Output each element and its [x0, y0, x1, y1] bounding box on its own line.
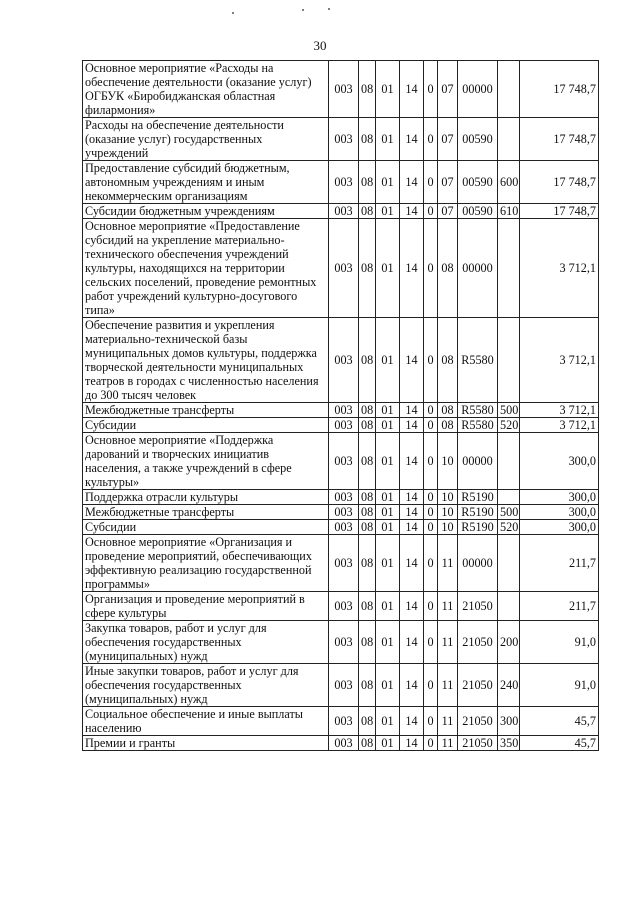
direction-code-cell: R5580	[458, 318, 498, 403]
amount-cell: 3 712,1	[520, 219, 599, 318]
direction-code-cell: R5580	[458, 403, 498, 418]
event-code-cell: 08	[438, 418, 458, 433]
subprogram-code-cell: 0	[424, 621, 438, 664]
section-code-cell: 08	[359, 535, 376, 592]
expense-type-cell	[498, 535, 520, 592]
amount-cell: 300,0	[520, 505, 599, 520]
program-code-cell: 14	[400, 118, 424, 161]
row-name-cell: Основное мероприятие «Поддержка дарований и творческих инициатив населения, а также учреждений в сфере культуры»	[83, 433, 329, 490]
table-row	[83, 318, 599, 403]
section-code-cell: 08	[359, 664, 376, 707]
event-code-cell: 11	[438, 664, 458, 707]
row-name-cell: Субсидии бюджетным учреждениям	[83, 204, 329, 219]
direction-code-cell: 00590	[458, 118, 498, 161]
direction-code-cell: R5190	[458, 490, 498, 505]
event-code-cell: 07	[438, 118, 458, 161]
program-code-cell: 14	[400, 403, 424, 418]
table-row	[83, 736, 599, 751]
expense-type-cell	[498, 118, 520, 161]
subprogram-code-cell: 0	[424, 318, 438, 403]
direction-code-cell: R5190	[458, 505, 498, 520]
subsection-code-cell: 01	[376, 664, 400, 707]
event-code-cell: 08	[438, 318, 458, 403]
event-code-cell: 10	[438, 490, 458, 505]
amount-cell: 91,0	[520, 664, 599, 707]
amount-cell: 17 748,7	[520, 204, 599, 219]
program-code-cell: 14	[400, 535, 424, 592]
expense-type-cell: 200	[498, 621, 520, 664]
row-name-cell: Обеспечение развития и укрепления материально-технической базы муниципальных домов культуры, поддержка творческой деятельности муниципальных театров в городах с численностью населения до 300 тысяч человек	[83, 318, 329, 403]
section-code-cell: 08	[359, 403, 376, 418]
program-code-cell: 14	[400, 61, 424, 118]
table-row	[83, 535, 599, 592]
row-name-cell: Основное мероприятие «Расходы на обеспечение деятельности (оказание услуг) ОГБУК «Биробиджанская областная филармония»	[83, 61, 329, 118]
event-code-cell: 10	[438, 433, 458, 490]
program-code-cell: 14	[400, 520, 424, 535]
ved-code-cell: 003	[329, 318, 359, 403]
expense-type-cell	[498, 433, 520, 490]
table-row	[83, 520, 599, 535]
program-code-cell: 14	[400, 736, 424, 751]
ved-code-cell: 003	[329, 592, 359, 621]
program-code-cell: 14	[400, 592, 424, 621]
row-name-cell: Межбюджетные трансферты	[83, 505, 329, 520]
table-row	[83, 433, 599, 490]
subprogram-code-cell: 0	[424, 204, 438, 219]
program-code-cell: 14	[400, 161, 424, 204]
amount-cell: 3 712,1	[520, 318, 599, 403]
row-name-cell: Субсидии	[83, 520, 329, 535]
amount-cell: 300,0	[520, 490, 599, 505]
row-name-cell: Предоставление субсидий бюджетным, автономным учреждениям и иным некоммерческим организациям	[83, 161, 329, 204]
program-code-cell: 14	[400, 219, 424, 318]
expense-type-cell: 350	[498, 736, 520, 751]
amount-cell: 45,7	[520, 736, 599, 751]
budget-table	[82, 60, 599, 751]
section-code-cell: 08	[359, 433, 376, 490]
table-row	[83, 664, 599, 707]
subprogram-code-cell: 0	[424, 592, 438, 621]
ved-code-cell: 003	[329, 505, 359, 520]
direction-code-cell: 00000	[458, 61, 498, 118]
expense-type-cell: 240	[498, 664, 520, 707]
table-row	[83, 204, 599, 219]
section-code-cell: 08	[359, 621, 376, 664]
table-row	[83, 118, 599, 161]
expense-type-cell	[498, 490, 520, 505]
amount-cell: 17 748,7	[520, 161, 599, 204]
amount-cell: 300,0	[520, 520, 599, 535]
table-row	[83, 61, 599, 118]
row-name-cell: Субсидии	[83, 418, 329, 433]
subsection-code-cell: 01	[376, 505, 400, 520]
subsection-code-cell: 01	[376, 418, 400, 433]
subprogram-code-cell: 0	[424, 664, 438, 707]
subprogram-code-cell: 0	[424, 118, 438, 161]
subprogram-code-cell: 0	[424, 535, 438, 592]
section-code-cell: 08	[359, 707, 376, 736]
amount-cell: 3 712,1	[520, 418, 599, 433]
event-code-cell: 08	[438, 403, 458, 418]
ved-code-cell: 003	[329, 204, 359, 219]
row-name-cell: Расходы на обеспечение деятельности (оказание услуг) государственных учреждений	[83, 118, 329, 161]
subsection-code-cell: 01	[376, 403, 400, 418]
scan-speck	[232, 12, 234, 14]
section-code-cell: 08	[359, 219, 376, 318]
expense-type-cell: 500	[498, 505, 520, 520]
amount-cell: 45,7	[520, 707, 599, 736]
ved-code-cell: 003	[329, 161, 359, 204]
table-row	[83, 161, 599, 204]
section-code-cell: 08	[359, 520, 376, 535]
direction-code-cell: 21050	[458, 736, 498, 751]
program-code-cell: 14	[400, 433, 424, 490]
subprogram-code-cell: 0	[424, 418, 438, 433]
amount-cell: 3 712,1	[520, 403, 599, 418]
subprogram-code-cell: 0	[424, 61, 438, 118]
event-code-cell: 10	[438, 520, 458, 535]
table-row	[83, 592, 599, 621]
direction-code-cell: 21050	[458, 664, 498, 707]
section-code-cell: 08	[359, 592, 376, 621]
ved-code-cell: 003	[329, 535, 359, 592]
subsection-code-cell: 01	[376, 490, 400, 505]
subprogram-code-cell: 0	[424, 219, 438, 318]
row-name-cell: Поддержка отрасли культуры	[83, 490, 329, 505]
direction-code-cell: 21050	[458, 592, 498, 621]
subsection-code-cell: 01	[376, 204, 400, 219]
subsection-code-cell: 01	[376, 161, 400, 204]
table-row	[83, 403, 599, 418]
table-row	[83, 621, 599, 664]
section-code-cell: 08	[359, 490, 376, 505]
table-row	[83, 505, 599, 520]
section-code-cell: 08	[359, 204, 376, 219]
row-name-cell: Основное мероприятие «Организация и проведение мероприятий, обеспечивающих эффективную реализацию государственной программы»	[83, 535, 329, 592]
section-code-cell: 08	[359, 736, 376, 751]
event-code-cell: 11	[438, 621, 458, 664]
program-code-cell: 14	[400, 490, 424, 505]
ved-code-cell: 003	[329, 520, 359, 535]
program-code-cell: 14	[400, 418, 424, 433]
program-code-cell: 14	[400, 707, 424, 736]
ved-code-cell: 003	[329, 664, 359, 707]
event-code-cell: 07	[438, 161, 458, 204]
subsection-code-cell: 01	[376, 535, 400, 592]
direction-code-cell: 00000	[458, 535, 498, 592]
row-name-cell: Премии и гранты	[83, 736, 329, 751]
row-name-cell: Иные закупки товаров, работ и услуг для обеспечения государственных (муниципальных) нужд	[83, 664, 329, 707]
subsection-code-cell: 01	[376, 736, 400, 751]
ved-code-cell: 003	[329, 418, 359, 433]
expense-type-cell: 520	[498, 520, 520, 535]
row-name-cell: Основное мероприятие «Предоставление субсидий на укрепление материально-технического обеспечения учреждений культуры, находящихся на территории сельских поселений, проведение ремонтных работ учреждений культурно-досугового типа»	[83, 219, 329, 318]
amount-cell: 17 748,7	[520, 118, 599, 161]
row-name-cell: Закупка товаров, работ и услуг для обеспечения государственных (муниципальных) нужд	[83, 621, 329, 664]
expense-type-cell: 300	[498, 707, 520, 736]
expense-type-cell	[498, 219, 520, 318]
subprogram-code-cell: 0	[424, 736, 438, 751]
subsection-code-cell: 01	[376, 520, 400, 535]
ved-code-cell: 003	[329, 219, 359, 318]
ved-code-cell: 003	[329, 621, 359, 664]
ved-code-cell: 003	[329, 707, 359, 736]
budget-table-body	[83, 61, 599, 751]
table-row	[83, 219, 599, 318]
event-code-cell: 11	[438, 736, 458, 751]
ved-code-cell: 003	[329, 403, 359, 418]
section-code-cell: 08	[359, 61, 376, 118]
subprogram-code-cell: 0	[424, 707, 438, 736]
subprogram-code-cell: 0	[424, 505, 438, 520]
subprogram-code-cell: 0	[424, 490, 438, 505]
section-code-cell: 08	[359, 505, 376, 520]
table-row	[83, 490, 599, 505]
table-row	[83, 418, 599, 433]
subsection-code-cell: 01	[376, 707, 400, 736]
direction-code-cell: 00590	[458, 204, 498, 219]
event-code-cell: 11	[438, 592, 458, 621]
direction-code-cell: 00000	[458, 433, 498, 490]
ved-code-cell: 003	[329, 490, 359, 505]
page-number: 30	[313, 38, 327, 53]
direction-code-cell: 00590	[458, 161, 498, 204]
subsection-code-cell: 01	[376, 219, 400, 318]
program-code-cell: 14	[400, 621, 424, 664]
subprogram-code-cell: 0	[424, 403, 438, 418]
event-code-cell: 11	[438, 535, 458, 592]
direction-code-cell: 21050	[458, 707, 498, 736]
scan-specks	[228, 6, 338, 16]
subsection-code-cell: 01	[376, 318, 400, 403]
direction-code-cell: R5190	[458, 520, 498, 535]
event-code-cell: 07	[438, 61, 458, 118]
subsection-code-cell: 01	[376, 118, 400, 161]
event-code-cell: 11	[438, 707, 458, 736]
event-code-cell: 08	[438, 219, 458, 318]
event-code-cell: 07	[438, 204, 458, 219]
subprogram-code-cell: 0	[424, 433, 438, 490]
amount-cell: 300,0	[520, 433, 599, 490]
program-code-cell: 14	[400, 664, 424, 707]
section-code-cell: 08	[359, 418, 376, 433]
subprogram-code-cell: 0	[424, 520, 438, 535]
program-code-cell: 14	[400, 318, 424, 403]
subsection-code-cell: 01	[376, 592, 400, 621]
expense-type-cell	[498, 61, 520, 118]
subsection-code-cell: 01	[376, 433, 400, 490]
subsection-code-cell: 01	[376, 621, 400, 664]
expense-type-cell	[498, 592, 520, 621]
expense-type-cell: 520	[498, 418, 520, 433]
row-name-cell: Межбюджетные трансферты	[83, 403, 329, 418]
section-code-cell: 08	[359, 161, 376, 204]
ved-code-cell: 003	[329, 61, 359, 118]
row-name-cell: Организация и проведение мероприятий в сфере культуры	[83, 592, 329, 621]
amount-cell: 91,0	[520, 621, 599, 664]
ved-code-cell: 003	[329, 118, 359, 161]
expense-type-cell	[498, 318, 520, 403]
section-code-cell: 08	[359, 318, 376, 403]
row-name-cell: Социальное обеспечение и иные выплаты населению	[83, 707, 329, 736]
scan-speck	[328, 8, 330, 10]
event-code-cell: 10	[438, 505, 458, 520]
table-row	[83, 707, 599, 736]
subsection-code-cell: 01	[376, 61, 400, 118]
ved-code-cell: 003	[329, 736, 359, 751]
amount-cell: 211,7	[520, 592, 599, 621]
program-code-cell: 14	[400, 505, 424, 520]
expense-type-cell: 500	[498, 403, 520, 418]
direction-code-cell: 00000	[458, 219, 498, 318]
expense-type-cell: 610	[498, 204, 520, 219]
program-code-cell: 14	[400, 204, 424, 219]
direction-code-cell: R5580	[458, 418, 498, 433]
expense-type-cell: 600	[498, 161, 520, 204]
subprogram-code-cell: 0	[424, 161, 438, 204]
amount-cell: 17 748,7	[520, 61, 599, 118]
section-code-cell: 08	[359, 118, 376, 161]
ved-code-cell: 003	[329, 433, 359, 490]
scan-speck	[302, 9, 304, 11]
amount-cell: 211,7	[520, 535, 599, 592]
direction-code-cell: 21050	[458, 621, 498, 664]
